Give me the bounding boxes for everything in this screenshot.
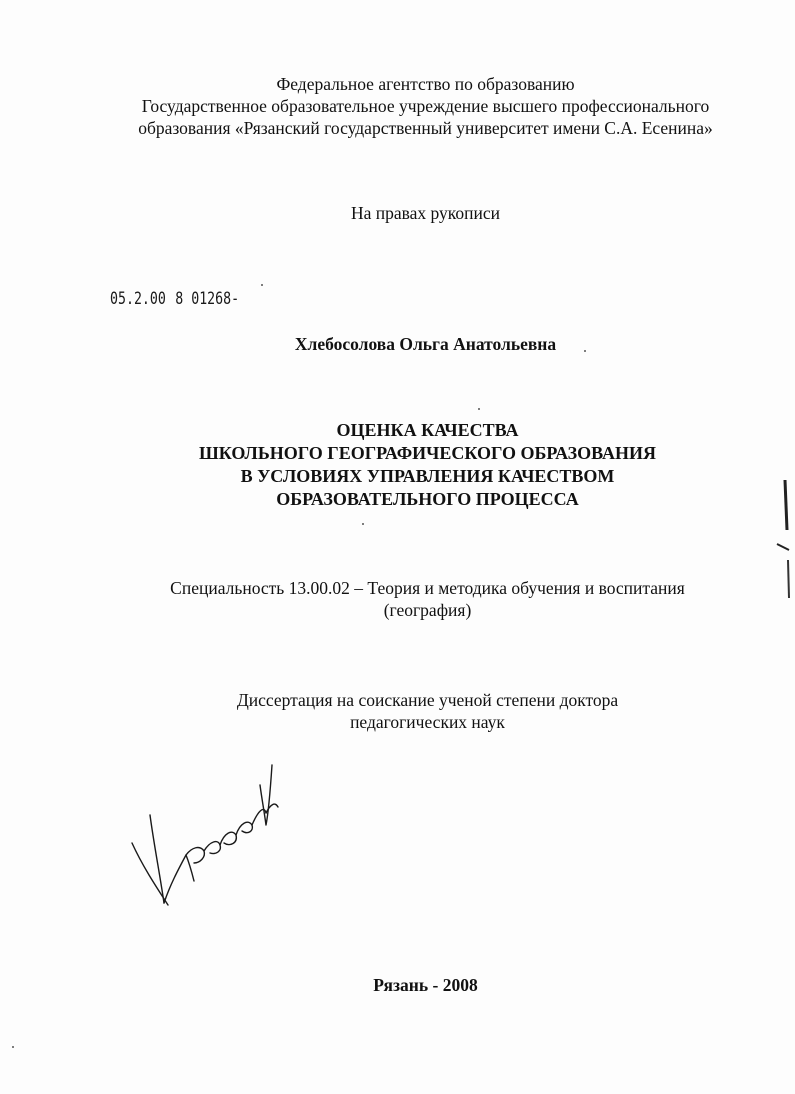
title-line-4: ОБРАЗОВАТЕЛЬНОГО ПРОЦЕССА [276, 489, 579, 509]
registration-code-part2: 8 01268 [175, 289, 232, 309]
scan-speck [12, 1046, 14, 1048]
registration-code-part1: 05.2.00 [110, 289, 166, 309]
dissertation-degree-line-1: Диссертация на соискание ученой степени доктора [236, 690, 619, 710]
header-institution-line1: Государственное образовательное учреждение высшего профессионального [141, 96, 710, 116]
scan-speck [584, 350, 586, 352]
dissertation-degree-line-2: педагогических наук [350, 712, 505, 732]
scan-speck [261, 284, 263, 286]
title-line-2: ШКОЛЬНОГО ГЕОГРАФИЧЕСКОГО ОБРАЗОВАНИЯ [198, 443, 657, 463]
registration-code-suffix: - [231, 289, 240, 309]
specialty-line-1: Специальность 13.00.02 – Теория и методика обучения и воспитания [170, 578, 685, 598]
header-institution-line2: образования «Рязанский государственный университет имени С.А. Есенина» [138, 118, 713, 138]
scan-artifact-marks [755, 470, 795, 610]
title-line-3: В УСЛОВИЯХ УПРАВЛЕНИЯ КАЧЕСТВОМ [240, 466, 615, 486]
scan-speck [478, 408, 480, 410]
title-line-1: ОЦЕНКА КАЧЕСТВА [336, 420, 519, 440]
footer-place-year: Рязань - 2008 [373, 975, 478, 995]
registration-code [110, 289, 239, 309]
header-agency: Федеральное агентство по образованию [276, 74, 575, 94]
specialty-line-2: (география) [383, 600, 472, 620]
manuscript-note: На правах рукописи [350, 203, 501, 223]
author-name: Хлебосолова Ольга Анатольевна [294, 334, 557, 354]
scan-speck [362, 523, 364, 525]
handwritten-signature [120, 755, 290, 920]
